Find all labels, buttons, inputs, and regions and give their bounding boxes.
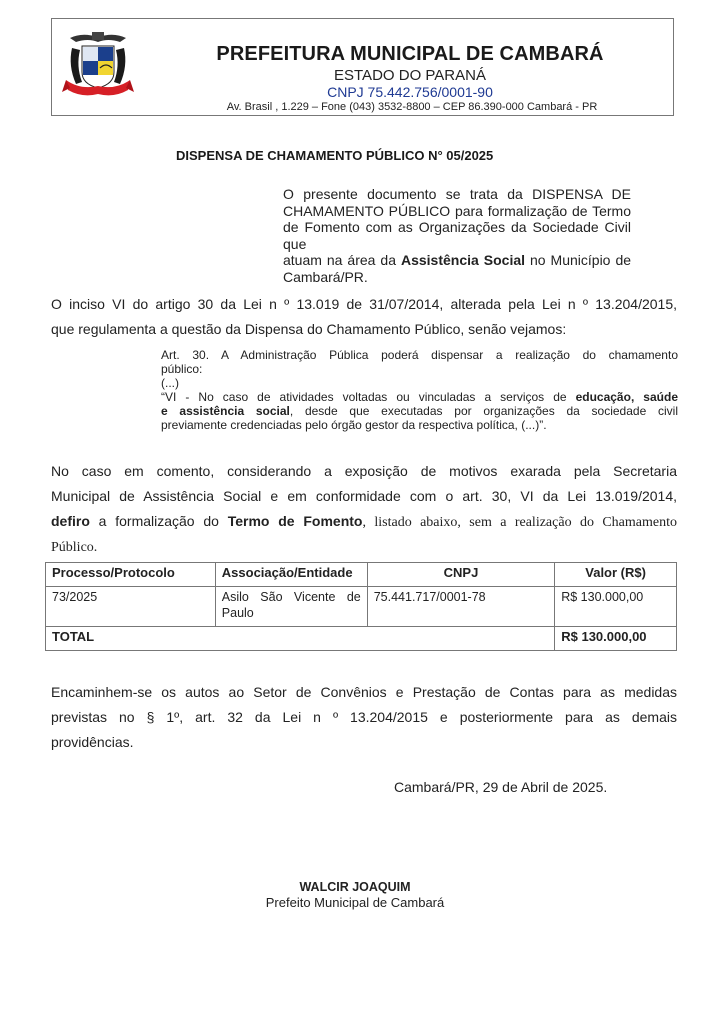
summary-line: Cambará/PR. (283, 268, 368, 285)
quote-text: , desde que executadas por organizações da sociedade civil (289, 404, 678, 418)
paragraph-line: No caso em comento, considerando a exposição de motivos exarada pela Secretaria (51, 463, 677, 479)
total-label: TOTAL (46, 627, 555, 651)
paragraph-text: , (362, 515, 366, 530)
state-name: ESTADO DO PARANÁ (334, 67, 486, 84)
paragraph-text: listado abaixo, sem a realização do Chamamento (365, 515, 677, 530)
signatory-name: WALCIR JOAQUIM (299, 880, 411, 894)
law-quote (161, 348, 678, 432)
decision-paragraph (51, 459, 677, 560)
coat-of-arms-icon (62, 28, 134, 100)
document-summary (283, 186, 631, 285)
cell-entity (215, 587, 367, 627)
paragraph-line: Municipal de Assistência Social e em conformidade com o art. 30, VI da Lei 13.019/2014, (51, 488, 677, 504)
municipality-address: Av. Brasil , 1.229 – Fone (043) 3532-8800 – CEP 86.390-000 Cambará - PR (226, 101, 598, 113)
summary-line: de Fomento com as Organizações da Sociedade Civil que (283, 219, 631, 252)
instrument-name: Termo de Fomento (227, 513, 363, 529)
quote-line (161, 404, 678, 418)
column-header-cnpj: CNPJ (367, 563, 555, 587)
column-header-protocol: Processo/Protocolo (46, 563, 216, 587)
document-title: DISPENSA DE CHAMAMENTO PÚBLICO N° 05/2025 (176, 148, 494, 163)
table-row (46, 587, 677, 627)
quote-emphasis: e assistência social (161, 404, 290, 418)
summary-line: CHAMAMENTO PÚBLICO para formalização de Termo (283, 202, 631, 219)
grants-table (45, 562, 677, 651)
entity-name-line: Asilo São Vicente de (221, 590, 361, 604)
column-header-value: Valor (R$) (555, 563, 677, 587)
cell-protocol: 73/2025 (46, 587, 216, 627)
summary-text: atuam na área da (283, 252, 401, 268)
total-value: R$ 130.000,00 (555, 627, 677, 651)
quote-line: (...) (161, 376, 179, 390)
table-header-row (46, 563, 677, 587)
table-total-row (46, 627, 677, 651)
paragraph-line: previstas no § 1º, art. 32 da Lei n º 13.204/2015 e posteriormente para as demais (51, 709, 677, 725)
paragraph-text: a formalização do (89, 513, 228, 529)
legal-basis-paragraph (51, 292, 677, 342)
paragraph-line (51, 509, 677, 535)
quote-line (161, 390, 678, 404)
cell-cnpj: 75.441.717/0001-78 (367, 587, 555, 627)
municipality-title: PREFEITURA MUNICIPAL DE CAMBARÁ (216, 43, 604, 65)
paragraph-line: O inciso VI do artigo 30 da Lei n º 13.019 de 31/07/2014, alterada pela Lei n º 13.204/2015, (51, 296, 677, 312)
entity-name-line: Paulo (221, 606, 254, 620)
paragraph-line: Público. (51, 540, 98, 555)
paragraph-line: providências. (51, 734, 134, 750)
paragraph-line: que regulamenta a questão da Dispensa do Chamamento Público, senão vejamos: (51, 321, 567, 337)
summary-line: O presente documento se trata da DISPENSA DE (283, 186, 631, 202)
place-and-date: Cambará/PR, 29 de Abril de 2025. (394, 779, 608, 795)
municipality-cnpj: CNPJ 75.442.756/0001-90 (327, 84, 493, 100)
referral-paragraph (51, 680, 677, 755)
quote-line: Art. 30. A Administração Pública poderá dispensar a realização do chamamento (161, 348, 678, 362)
column-header-entity: Associação/Entidade (215, 563, 367, 587)
quote-emphasis: educação, saúde (575, 390, 678, 404)
summary-line (283, 252, 631, 269)
summary-emphasis: Assistência Social (400, 252, 526, 268)
quote-line: previamente credenciadas pelo órgão gestor da respectiva política, (...)”. (161, 418, 547, 432)
paragraph-line: Encaminhem-se os autos ao Setor de Convênios e Prestação de Contas para as medidas (51, 684, 677, 700)
quote-text: “VI - No caso de atividades voltadas ou vinculadas a serviços de (161, 390, 576, 404)
cell-value: R$ 130.000,00 (555, 587, 677, 627)
summary-text: no Município de (525, 252, 632, 268)
quote-line: público: (161, 362, 203, 376)
signatory-role: Prefeito Municipal de Cambará (265, 895, 445, 910)
decision-verb: defiro (51, 513, 90, 529)
